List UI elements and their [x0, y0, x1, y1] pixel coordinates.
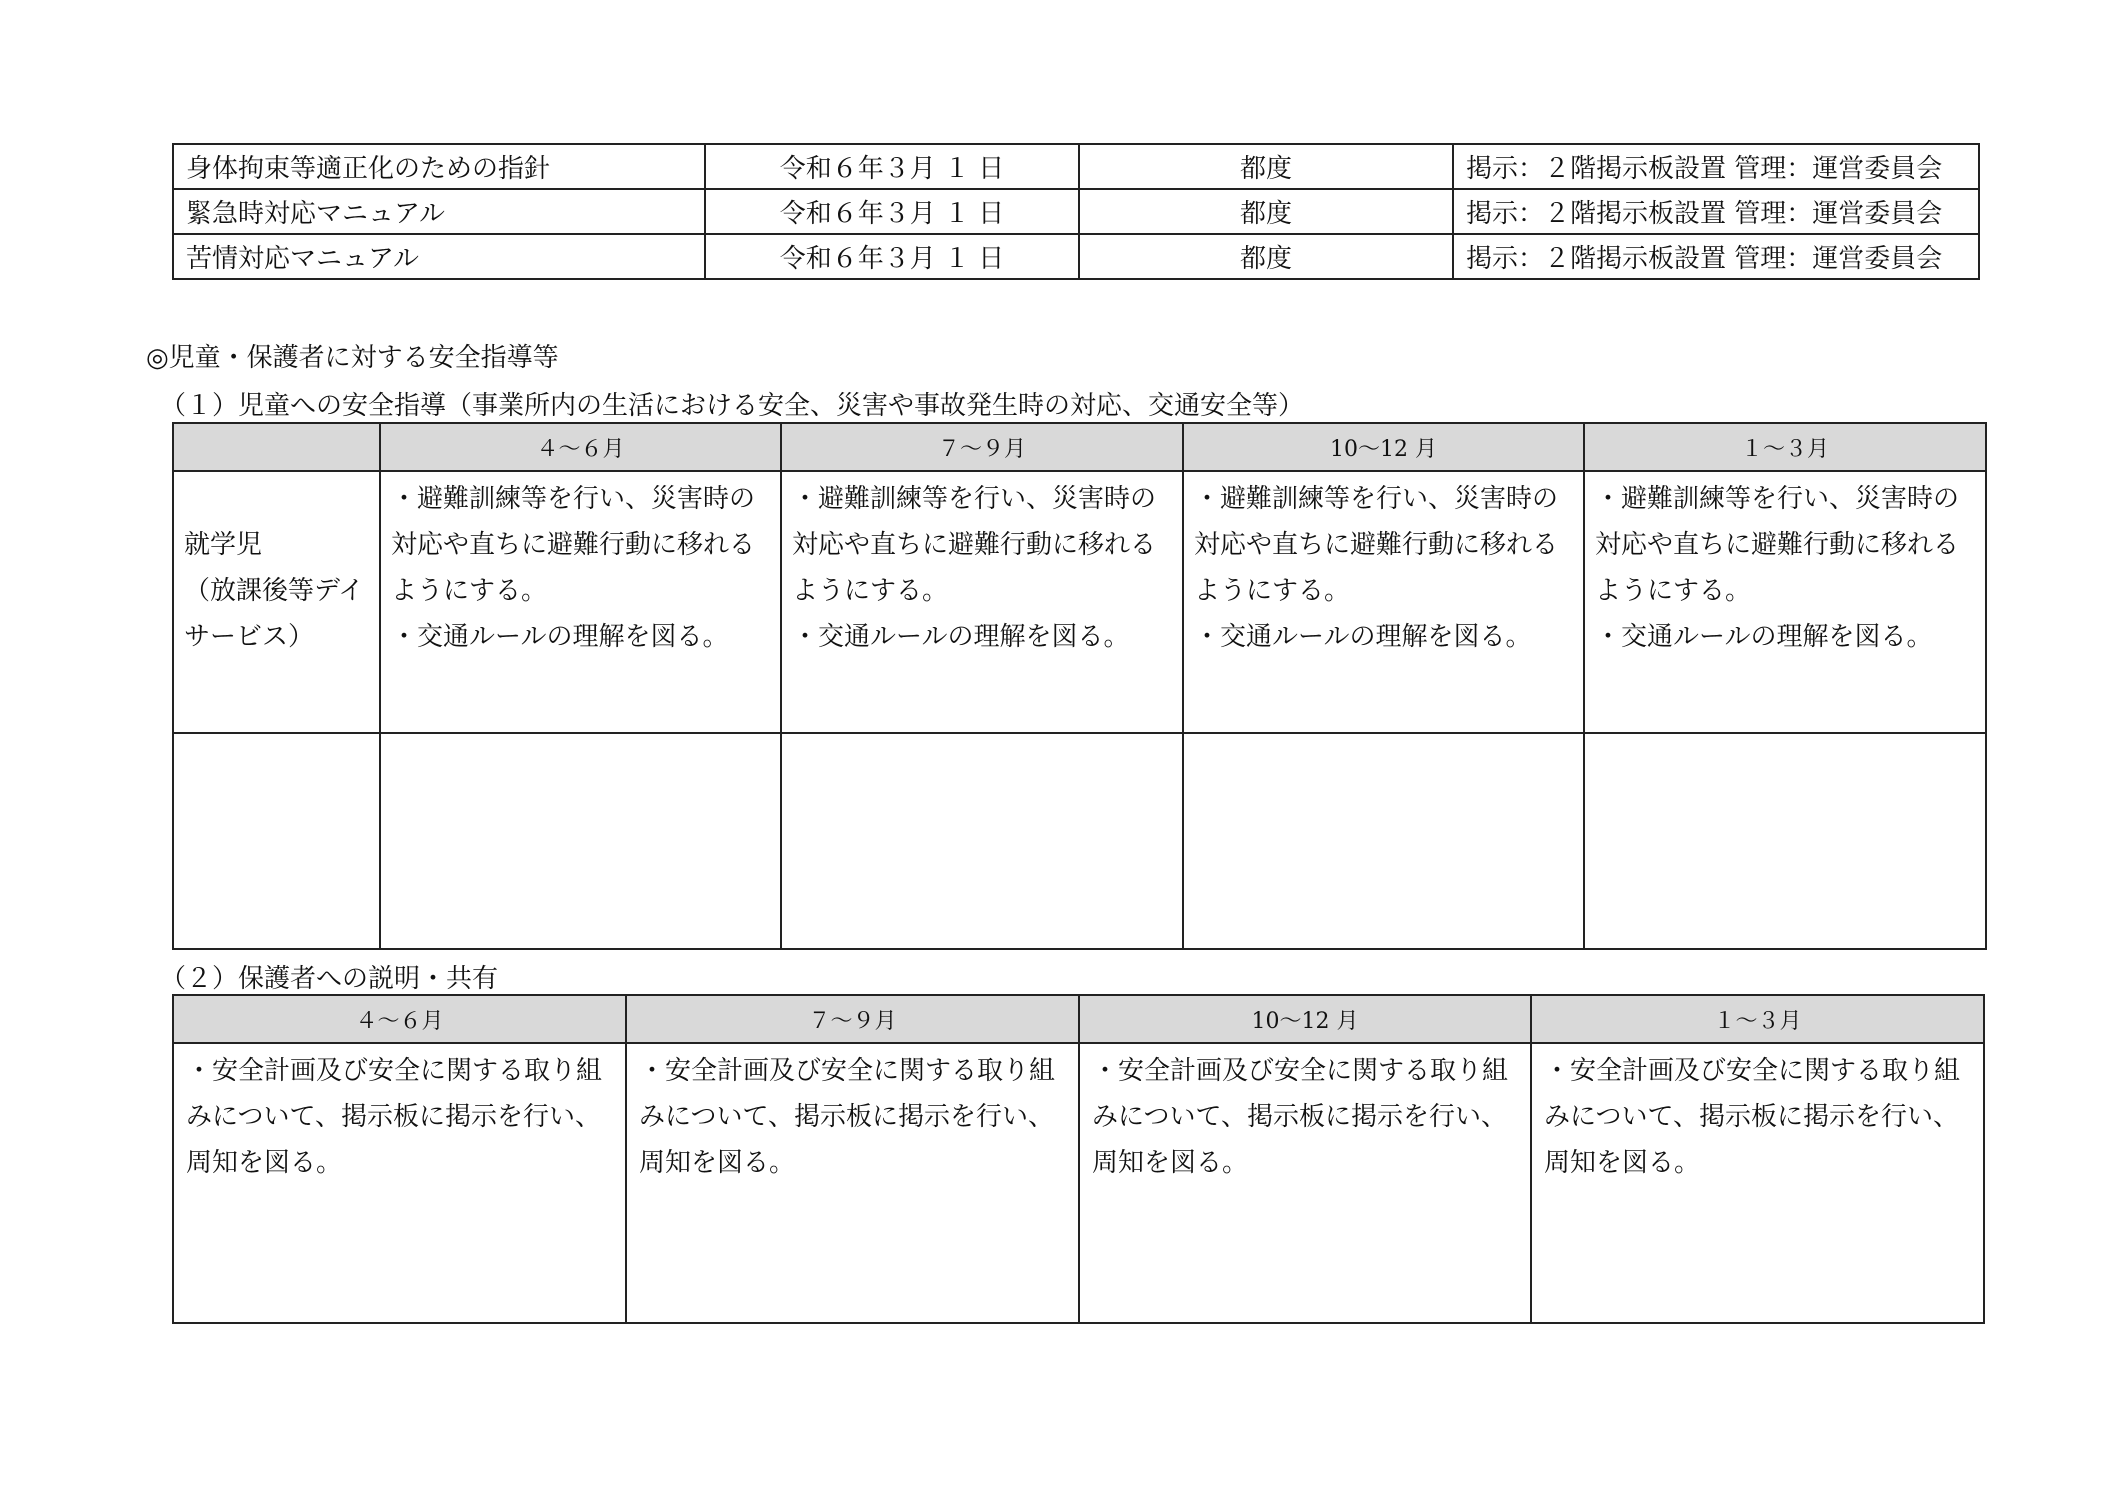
cell-line: みについて、掲示板に掲示を行い、 — [186, 1102, 601, 1132]
row-label-line: （放課後等デイ — [184, 576, 365, 606]
document-list-table — [172, 143, 1980, 280]
document-location: 掲示：２階掲示板設置 管理：運営委員会 — [1453, 189, 1979, 234]
child-guidance-table — [172, 422, 1987, 950]
document-location: 掲示：２階掲示板設置 管理：運営委員会 — [1453, 234, 1979, 279]
cell-line: ・交通ルールの理解を図る。 — [391, 622, 729, 652]
table-row — [173, 471, 1986, 733]
guidance-cell — [380, 471, 781, 733]
cell-line: ・避難訓練等を行い、災害時の — [1595, 484, 1960, 514]
table-header-row — [173, 995, 1984, 1043]
table-row — [173, 733, 1986, 949]
table-row — [173, 1043, 1984, 1323]
period-header: 10～12 月 — [1183, 423, 1584, 471]
period-header: １～３月 — [1531, 995, 1984, 1043]
cell-line: 対応や直ちに避難行動に移れる — [1194, 530, 1559, 560]
document-name: 苦情対応マニュアル — [173, 234, 705, 279]
sharing-cell — [626, 1043, 1079, 1323]
guidance-heading: （１）児童への安全指導（事業所内の生活における安全、災害や事故発生時の対応、交通安全等） — [160, 391, 1305, 421]
empty-cell — [781, 733, 1183, 949]
cell-line: ようにする。 — [1595, 576, 1752, 606]
cell-line: みについて、掲示板に掲示を行い、 — [1092, 1102, 1507, 1132]
table-row — [173, 189, 1979, 234]
cell-line: 周知を図る。 — [186, 1148, 343, 1178]
period-header: ４～６月 — [380, 423, 781, 471]
cell-line: 対応や直ちに避難行動に移れる — [792, 530, 1157, 560]
cell-line: ・避難訓練等を行い、災害時の — [1194, 484, 1559, 514]
document-date: 令和６年３月 １ 日 — [705, 234, 1079, 279]
document-location: 掲示：２階掲示板設置 管理：運営委員会 — [1453, 144, 1979, 189]
empty-cell — [380, 733, 781, 949]
empty-cell — [1584, 733, 1986, 949]
period-header: ４～６月 — [173, 995, 626, 1043]
document-name: 身体拘束等適正化のための指針 — [173, 144, 705, 189]
period-header: ７～９月 — [626, 995, 1079, 1043]
guidance-cell — [1584, 471, 1986, 733]
cell-line: 対応や直ちに避難行動に移れる — [391, 530, 756, 560]
cell-line: ・避難訓練等を行い、災害時の — [792, 484, 1157, 514]
document-review: 都度 — [1079, 189, 1453, 234]
cell-line: ・安全計画及び安全に関する取り組 — [639, 1056, 1056, 1086]
empty-cell — [173, 733, 380, 949]
cell-line: 周知を図る。 — [639, 1148, 796, 1178]
row-label — [173, 471, 380, 733]
document-review: 都度 — [1079, 234, 1453, 279]
row-label-line: サービス） — [184, 622, 315, 652]
cell-line: みについて、掲示板に掲示を行い、 — [1544, 1102, 1959, 1132]
sharing-cell — [1531, 1043, 1984, 1323]
empty-cell — [1183, 733, 1584, 949]
cell-line: ・交通ルールの理解を図る。 — [1595, 622, 1933, 652]
cell-line: 周知を図る。 — [1544, 1148, 1701, 1178]
table-header-row — [173, 423, 1986, 471]
document-date: 令和６年３月 １ 日 — [705, 189, 1079, 234]
cell-line: ・避難訓練等を行い、災害時の — [391, 484, 756, 514]
cell-line: ようにする。 — [792, 576, 949, 606]
document-review: 都度 — [1079, 144, 1453, 189]
period-header: 10～12 月 — [1079, 995, 1531, 1043]
parent-sharing-table — [172, 994, 1985, 1324]
section-heading: ◎児童・保護者に対する安全指導等 — [146, 343, 559, 373]
cell-line: みについて、掲示板に掲示を行い、 — [639, 1102, 1054, 1132]
period-header: １～３月 — [1584, 423, 1986, 471]
cell-line: ・安全計画及び安全に関する取り組 — [1544, 1056, 1961, 1086]
cell-line: ようにする。 — [1194, 576, 1351, 606]
cell-line: ・交通ルールの理解を図る。 — [1194, 622, 1532, 652]
guidance-cell — [781, 471, 1183, 733]
sharing-cell — [1079, 1043, 1531, 1323]
cell-line: ・交通ルールの理解を図る。 — [792, 622, 1130, 652]
row-label-line: 就学児 — [184, 530, 263, 560]
cell-line: 周知を図る。 — [1092, 1148, 1249, 1178]
period-header: ７～９月 — [781, 423, 1183, 471]
cell-line: 対応や直ちに避難行動に移れる — [1595, 530, 1960, 560]
cell-line: ・安全計画及び安全に関する取り組 — [186, 1056, 603, 1086]
cell-line: ・安全計画及び安全に関する取り組 — [1092, 1056, 1509, 1086]
document-name: 緊急時対応マニュアル — [173, 189, 705, 234]
cell-line: ようにする。 — [391, 576, 548, 606]
sharing-heading: （２）保護者への説明・共有 — [160, 964, 499, 994]
empty-header-cell — [173, 423, 380, 471]
guidance-cell — [1183, 471, 1584, 733]
table-row — [173, 144, 1979, 189]
table-row — [173, 234, 1979, 279]
document-date: 令和６年３月 １ 日 — [705, 144, 1079, 189]
sharing-cell — [173, 1043, 626, 1323]
